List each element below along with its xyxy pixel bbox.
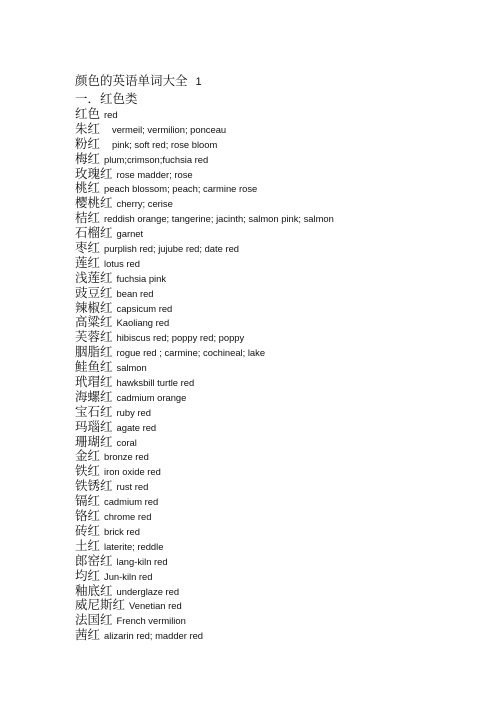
english-color-name: rose madder; rose	[116, 168, 193, 180]
english-color-name: peach blossom; peach; carmine rose	[104, 183, 258, 195]
chinese-color-name: 鲑鱼红	[75, 359, 113, 375]
english-color-name: rust red	[116, 481, 149, 493]
list-item	[75, 524, 485, 539]
chinese-color-name: 砖红	[75, 522, 101, 538]
chinese-color-name: 辣椒红	[75, 299, 113, 315]
english-color-name: pink; soft red; rose bloom	[112, 138, 218, 150]
chinese-color-name: 豉豆红	[75, 284, 113, 300]
section-heading: 一．红色类	[75, 91, 138, 106]
chinese-color-name: 浅莲红	[75, 269, 113, 285]
english-color-name: hawksbill turtle red	[116, 377, 195, 389]
list-item	[75, 613, 485, 628]
english-color-name: underglaze red	[116, 585, 180, 597]
english-color-name: red	[104, 109, 118, 120]
chinese-color-name: 莲红	[75, 254, 101, 270]
english-color-name: Kaoliang red	[116, 317, 170, 329]
english-color-name: coral	[116, 436, 137, 448]
english-color-name: bean red	[116, 287, 154, 299]
english-color-name: Jun-kiln red	[104, 570, 153, 582]
english-color-name: cadmium red	[104, 496, 159, 508]
list-item	[75, 539, 485, 554]
chinese-color-name: 法国红	[75, 612, 113, 628]
chinese-color-name: 樱桃红	[75, 195, 113, 211]
chinese-color-name: 铁红	[75, 463, 101, 479]
document-title: 颜色的英语单词大全	[75, 73, 188, 88]
list-item	[75, 405, 485, 420]
english-color-name: Venetian red	[129, 600, 182, 612]
english-color-name: lotus red	[104, 257, 140, 269]
list-item	[75, 584, 485, 599]
list-item	[75, 330, 485, 345]
chinese-color-name: 桔红	[75, 210, 101, 226]
chinese-color-name: 玛瑙红	[75, 418, 113, 434]
chinese-color-name: 朱红	[75, 120, 101, 136]
color-term-list	[75, 107, 485, 643]
list-item	[75, 509, 485, 524]
english-color-name: hibiscus red; poppy red; poppy	[116, 332, 245, 344]
chinese-color-name: 高粱红	[75, 314, 113, 330]
list-item	[75, 435, 485, 450]
chinese-color-name: 石榴红	[75, 225, 113, 241]
english-color-name: capsicum red	[116, 302, 173, 314]
list-item	[75, 345, 485, 360]
english-color-name: agate red	[116, 421, 157, 433]
english-color-name: purplish red; jujube red; date red	[104, 243, 239, 255]
english-color-name: French vermilion	[116, 615, 186, 627]
chinese-color-name: 玳瑁红	[75, 374, 113, 390]
english-color-name: plum;crimson;fuchsia red	[104, 153, 209, 165]
list-item	[75, 554, 485, 569]
list-item	[75, 315, 485, 330]
list-item	[75, 479, 485, 494]
list-item	[75, 375, 485, 390]
document-content	[75, 72, 485, 643]
english-color-name: ruby red	[116, 406, 151, 418]
english-color-name: bronze red	[104, 451, 149, 463]
chinese-color-name: 海螺红	[75, 388, 113, 404]
chinese-color-name: 芙蓉红	[75, 329, 113, 345]
chinese-color-name: 红色	[75, 106, 101, 121]
english-color-name: reddish orange; tangerine; jacinth; salmon pink; salmon	[104, 213, 334, 225]
chinese-color-name: 土红	[75, 537, 101, 553]
english-color-name: salmon	[116, 362, 147, 374]
chinese-color-name: 珊瑚红	[75, 433, 113, 449]
chinese-color-name: 铁锈红	[75, 478, 113, 494]
chinese-color-name: 桃红	[75, 180, 101, 196]
english-color-name: chrome red	[104, 511, 152, 523]
page-number: 1	[195, 76, 202, 88]
english-color-name: fuchsia pink	[116, 272, 167, 284]
list-item	[75, 390, 485, 405]
chinese-color-name: 茜红	[75, 627, 101, 643]
list-item	[75, 569, 485, 584]
list-item	[75, 360, 485, 375]
list-item	[75, 598, 485, 613]
list-item	[75, 494, 485, 509]
list-item	[75, 420, 485, 435]
chinese-color-name: 釉底红	[75, 582, 113, 598]
list-item	[75, 301, 485, 316]
list-item	[75, 271, 485, 286]
list-item	[75, 211, 485, 226]
list-item	[75, 167, 485, 182]
list-item	[75, 196, 485, 211]
list-item	[75, 137, 485, 152]
chinese-color-name: 铬红	[75, 508, 101, 524]
list-item	[75, 181, 485, 196]
chinese-color-name: 粉红	[75, 135, 101, 151]
english-color-name: brick red	[104, 525, 140, 537]
list-item	[75, 464, 485, 479]
english-color-name: rogue red ; carmine; cochineal; lake	[116, 347, 266, 359]
chinese-color-name: 胭脂红	[75, 344, 113, 360]
list-item	[75, 256, 485, 271]
english-color-name: lang-kiln red	[116, 555, 168, 567]
english-color-name: cherry; cerise	[116, 198, 173, 210]
list-item	[75, 628, 485, 643]
list-item	[75, 286, 485, 301]
english-color-name: garnet	[116, 228, 144, 240]
list-item	[75, 449, 485, 464]
english-color-name: cadmium orange	[116, 391, 187, 403]
chinese-color-name: 玫瑰红	[75, 165, 113, 181]
list-item	[75, 152, 485, 167]
chinese-color-name: 枣红	[75, 240, 101, 256]
chinese-color-name: 郎窑红	[75, 552, 113, 568]
list-item	[75, 122, 485, 137]
chinese-color-name: 均红	[75, 567, 101, 583]
list-item	[75, 226, 485, 241]
chinese-color-name: 梅红	[75, 150, 101, 166]
chinese-color-name: 镉红	[75, 493, 101, 509]
english-color-name: vermeil; vermilion; ponceau	[112, 123, 227, 135]
chinese-color-name: 宝石红	[75, 403, 113, 419]
english-color-name: alizarin red; madder red	[104, 630, 204, 642]
list-item	[75, 107, 485, 122]
english-color-name: iron oxide red	[104, 466, 161, 478]
chinese-color-name: 威尼斯红	[75, 597, 126, 613]
document-title-line	[75, 72, 485, 90]
list-item	[75, 241, 485, 256]
chinese-color-name: 金红	[75, 448, 101, 464]
english-color-name: laterite; reddle	[104, 540, 164, 552]
